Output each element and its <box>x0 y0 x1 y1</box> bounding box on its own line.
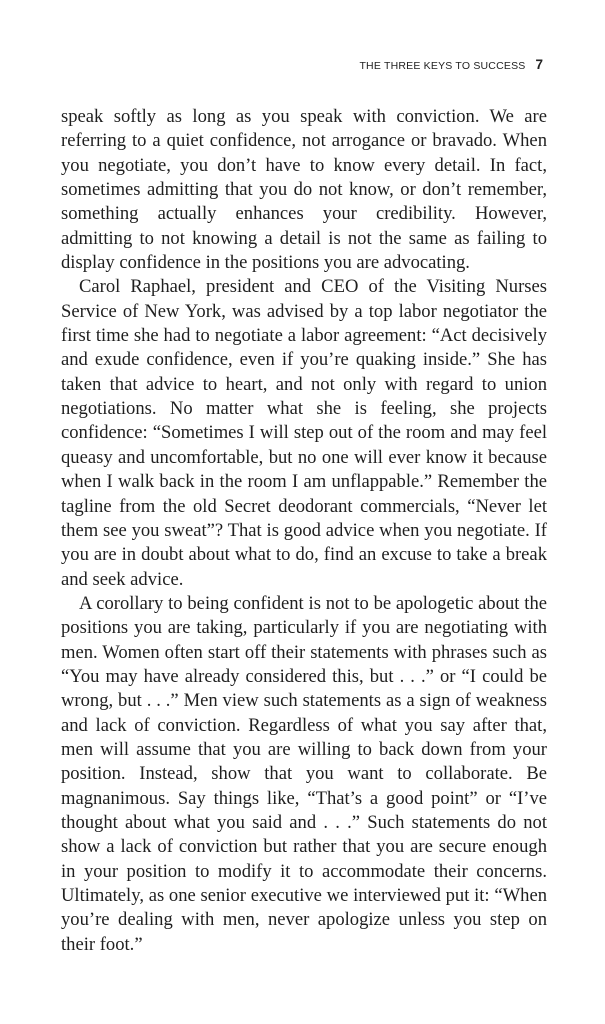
running-title: THE THREE KEYS TO SUCCESS <box>359 60 526 72</box>
paragraph-continuation: speak softly as long as you speak with conviction. We are referring to a quiet confidence, not arrogance or bravado. When you negotiate, you don’t have to know every detail. In fact, sometimes admitting that you do not know, or don’t remember, something actually enhances your credibility. However, admitting to not knowing a detail is not the same as failing to display confidence in the positions you are advocating. <box>61 106 547 274</box>
page-number: 7 <box>535 57 543 72</box>
paragraph-corollary: A corollary to being confident is not to be apologetic about the positions you are taking, particularly if you are negotiating with men. Women often start off their statements with phrases such as “You may have already considered this, but . . .” or “I could be wrong, but . . .” Men view such statements as a sign of weakness and lack of conviction. Regardless of what you say after that, men will assume that you are willing to back down from your position. Instead, show that you want to collaborate. Be magnanimous. Say things like, “That’s a good point” or “I’ve thought about what you said and . . .” Such statements do not show a lack of conviction but rather that you are secure enough in your position to modify it to accommodate their concerns. Ultimately, as one senior executive we interviewed put it: “When you’re dealing with men, never apologize unless you step on their foot.” <box>61 592 547 955</box>
running-head <box>359 57 543 72</box>
body-text <box>61 105 547 957</box>
paragraph-carol-raphael: Carol Raphael, president and CEO of the Visiting Nurses Service of New York, was advised by a top labor negotiator the first time she had to negotiate a labor agreement: “Act decisively and exude confidence, even if you’re quaking inside.” She has taken that advice to heart, and not only with regard to union negotiations. No matter what she is feeling, she projects confidence: “Sometimes I will step out of the room and may feel queasy and uncomfortable, but no one will ever know it because when I walk back in the room I am unflappable.” Remember the tagline from the old Secret deodorant commercials, “Never let them see you sweat”? That is good advice when you negotiate. If you are in doubt about what to do, find an excuse to take a break and seek advice. <box>61 276 547 590</box>
